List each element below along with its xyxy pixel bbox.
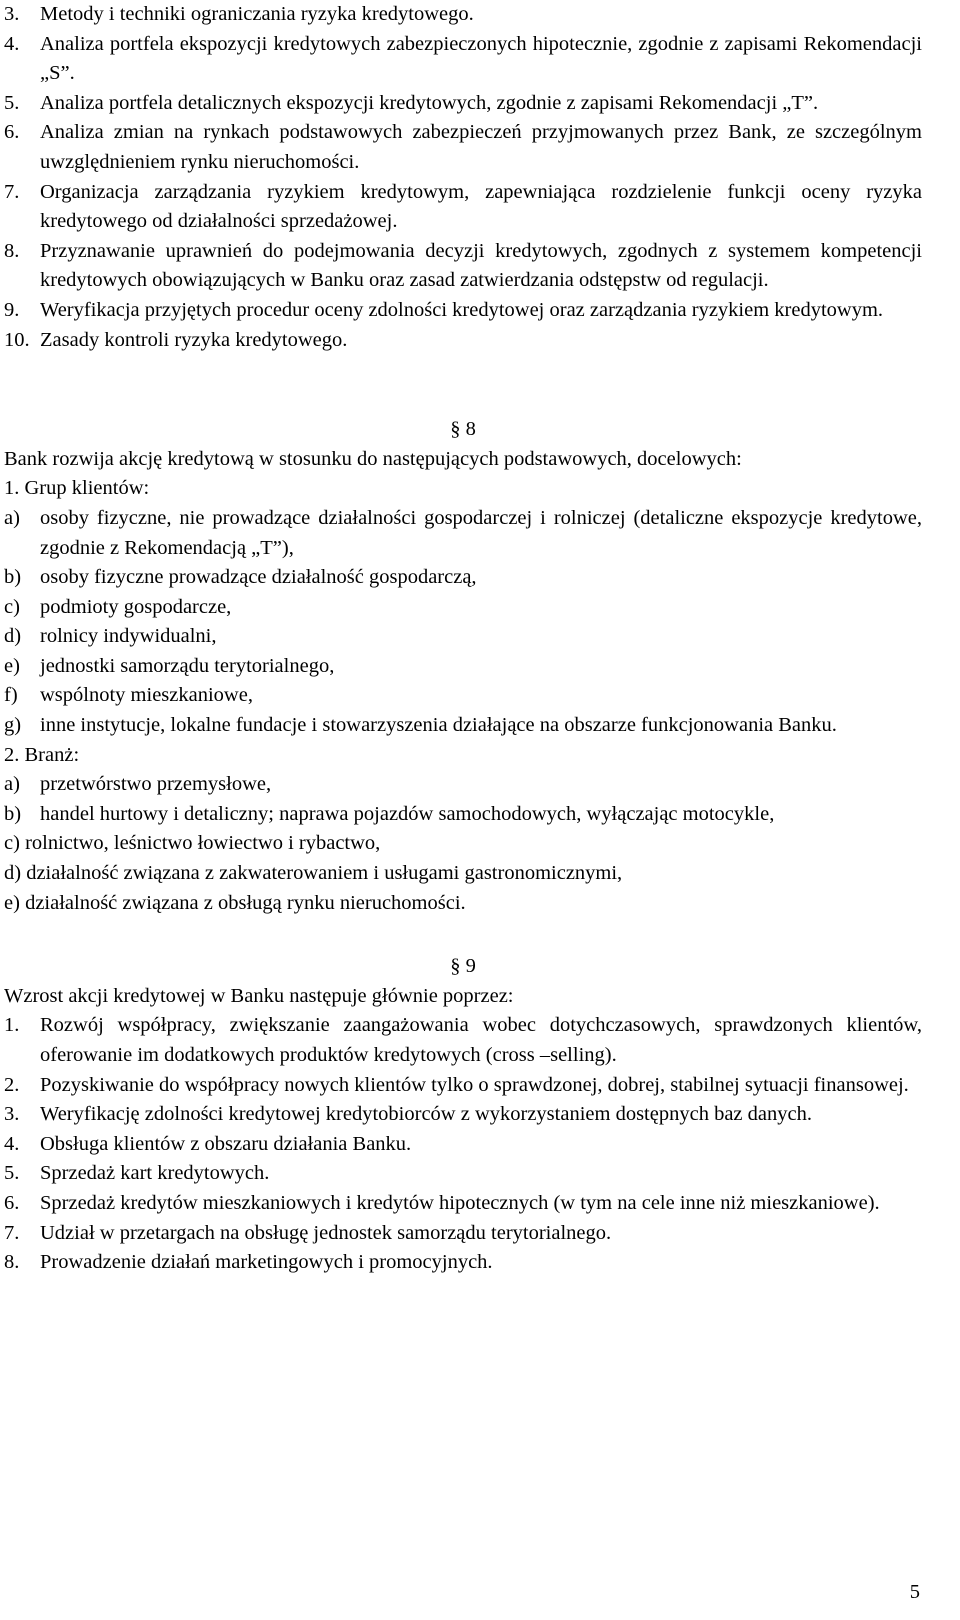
list-item: 5. Sprzedaż kart kredytowych. [4,1162,270,1185]
group-1-title: 1. Grup klientów: [4,477,150,500]
list-item: 6. Analiza zmian na rynkach podstawowych zabezpieczeń przyjmowanych przez Bank, ze szczególnym uwzględnieniem rynku nieruchomości. [4,121,922,173]
list-item: e) jednostki samorządu terytorialnego, [4,654,335,677]
list-item: b) handel hurtowy i detaliczny; naprawa pojazdów samochodowych, wyłączając motocykle, [4,802,775,825]
list-item: 4. Analiza portfela ekspozycji kredytowych zabezpieczonych hipotecznie, zgodnie z zapisami Rekomendacji „S”. [4,32,922,85]
list-item: 6. Sprzedaż kredytów mieszkaniowych i kredytów hipotecznych (w tym na cele inne niż mieszkaniowe). [4,1191,880,1214]
list-item: 3. Weryfikację zdolności kredytowej kredytobiorców z wykorzystaniem dostępnych baz danych. [4,1103,812,1126]
group-2-title: 2. Branż: [4,743,80,766]
list-item: e) działalność związana z obsługą rynku nieruchomości. [4,891,466,914]
list-item: 7. Organizacja zarządzania ryzykiem kredytowym, zapewniająca rozdzielenie funkcji oceny ryzyka kredytowego od działalności sprzedażowej. [4,180,922,233]
list-item: c) podmioty gospodarcze, [4,595,232,618]
page-number: 5 [909,1581,920,1603]
list-item: 4. Obsługa klientów z obszaru działania Banku. [4,1132,412,1155]
list-item: 5. Analiza portfela detalicznych ekspozycji kredytowych, zgodnie z zapisami Rekomendacji „T”. [4,91,819,114]
document-page [4,0,922,1278]
section-heading-8: § 8 [450,418,476,441]
list-item: 3. Metody i techniki ograniczania ryzyka kredytowego. [4,3,474,25]
list-item: 8. Przyznawanie uprawnień do podejmowania decyzji kredytowych, zgodnych z systemem kompetencji kredytowych obowiązujących w Banku oraz zasad zatwierdzania odstępstw od regulacji. [4,239,922,292]
list-item: 1. Rozwój współpracy, zwiększanie zaangażowania wobec dotychczasowych, sprawdzonych klientów, oferowanie im dodatkowych produktów kredytowych (cross –selling). [4,1014,922,1066]
list-item: d) działalność związana z zakwaterowaniem i usługami gastronomicznymi, [4,862,623,885]
list-item: 7. Udział w przetargach na obsługę jednostek samorządu terytorialnego. [4,1221,612,1244]
list-item: 2. Pozyskiwanie do współpracy nowych klientów tylko o sprawdzonej, dobrej, stabilnej sytuacji finansowej. [4,1073,909,1096]
list-item: f) wspólnoty mieszkaniowe, [4,684,253,707]
list-item: b) osoby fizyczne prowadzące działalność gospodarczą, [4,566,477,589]
growth-methods-list [4,1011,922,1277]
section-heading-9: § 9 [450,955,476,978]
section-8-intro: Bank rozwija akcję kredytową w stosunku do następujących podstawowych, docelowych: [4,447,742,470]
list-item: 10. Zasady kontroli ryzyka kredytowego. [4,328,348,351]
list-item: 8. Prowadzenie działań marketingowych i promocyjnych. [4,1251,493,1274]
list-item: d) rolnicy indywidualni, [4,625,217,648]
industries-list [4,770,922,918]
section-9-intro: Wzrost akcji kredytowej w Banku następuje głównie poprzez: [4,984,514,1007]
list-item: g) inne instytucje, lokalne fundacje i stowarzyszenia działające na obszarze funkcjonowania Banku. [4,714,837,737]
client-groups-list [4,504,922,741]
list-item: 9. Weryfikacja przyjętych procedur oceny zdolności kredytowej oraz zarządzania ryzykiem kredytowym. [4,298,884,321]
list-item: c) rolnictwo, leśnictwo łowiectwo i rybactwo, [4,832,381,855]
credit-risk-list [4,0,922,355]
list-item: a) przetwórstwo przemysłowe, [4,773,272,796]
list-item: a) osoby fizyczne, nie prowadzące działalności gospodarczej i rolniczej (detaliczne ekspozycje kredytowe, zgodnie z Rekomendacją „T”), [4,506,922,559]
